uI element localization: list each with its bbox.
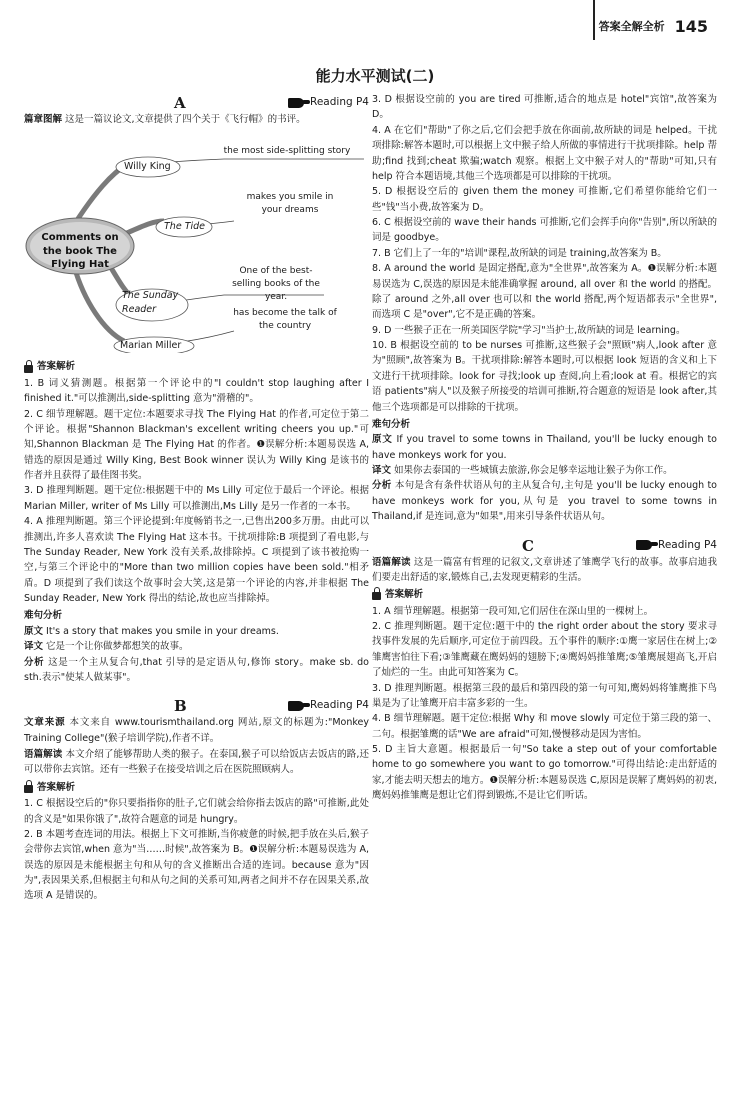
mindmap-comment: the most side-splitting story xyxy=(223,146,351,157)
answer-item: 4. A 在它们"帮助"了你之后,它们会把手放在你面前,故所缺的词是 helped。干扰项排除:解答本题时,可以根据上文中猴子给人所做的事情进行干扰项排除。help 帮助;find 找到;cheat 欺骗;watch 观察。根据上文中猴子对人的"帮助"可知,只有 help 符合本题语境,其他三个选项都是可以排除的干扰项。 xyxy=(372,124,717,182)
mindmap-node: Marian Miller xyxy=(120,340,182,352)
overview-text: 这是一篇议论文,文章提供了四个关于《飞行帽》的书评。 xyxy=(65,114,306,125)
text: 本句是含有条件状语从句的主从复合句,主句是 you'll be lucky enough to have monkeys work for you,从句是 you travel to some towns in Thailand,if 是连词,意为"如果",用来引导条件状语从句。 xyxy=(372,480,717,523)
answer-item: 4. B 细节理解题。题干定位:根据 Why 和 move slowly 可定位于第三段的第一、二句。根据雏鹰的话"We are afraid"可知,慢慢移动是因为害怕。 xyxy=(372,713,717,740)
hard-translation xyxy=(24,639,369,654)
hard-original xyxy=(372,432,717,463)
text: If you travel to some towns in Thailand, you'll be lucky enough to have monkeys work for you. xyxy=(372,434,717,461)
answer-item: 1. A 细节理解题。根据第一段可知,它们居住在深山里的一棵树上。 xyxy=(372,605,654,617)
intro-label: 语篇解读 xyxy=(372,556,411,568)
answer-item: 10. B 根据设空前的 to be nurses 可推断,这些猴子会"照顾"病人,look after 意为"照顾",故答案为 B。干扰项排除:解答本题时,可以根据 look 短语的含义和上下文进行干扰项排除。look for 寻找;look up 查阅,向上看;look at 看。根据它的宾语 patients"病人"以及猴子所接受的培训可推断,符合题意的短语是 look after,其他三个选项都是可以排除的干扰项。 xyxy=(372,340,717,413)
section-b-header xyxy=(24,695,369,716)
mindmap-comment: makes you smile in your dreams xyxy=(246,192,334,216)
label: 原文 xyxy=(372,434,393,446)
page-number: 145 xyxy=(674,17,708,36)
answers-heading-text: 答案解析 xyxy=(37,781,76,793)
pointing-hand-icon xyxy=(288,701,304,711)
mindmap-comment: has become the talk of the country xyxy=(233,308,337,332)
answer-item: 2. B 本题考查连词的用法。根据上下文可推断,当你疲惫的时候,把手放在头后,猴子会带你去宾馆,when 意为"当……时候",故答案为 B。❶误解分析:本题易误选为 A,误选的原因是未能根据主句和从句的含义推断出合适的连词。because 意为"因为",表因果关系,但根据主句和从句之间的关系可知,两者之间并不存在因果关系,故选项 A 是错误的。 xyxy=(24,828,369,902)
text: It's a story that makes you smile in your dreams. xyxy=(46,625,279,637)
answer-item: 5. D 根据设空后的 given them the money 可推断,它们希望你能给它们一些"钱"当小费,故答案为 D。 xyxy=(372,186,717,213)
lock-icon xyxy=(24,365,33,373)
section-letter: B xyxy=(174,694,187,718)
section-reference xyxy=(288,94,369,111)
label: 原文 xyxy=(24,625,44,637)
answer-item: 2. C 细节理解题。题干定位:本题要求寻找 The Flying Hat 的作者,可定位于第二个评论。根据"Shannon Blackman's excellent writing cheers you up."可知,Shannon Blackman 是 The Flying Hat 的作者。❶误解分析:本题易误选 A,错选的原因是通过 Willy King, Best Book winner 误认为 Willy King 是该书的作者并且获得了最佳图书奖。 xyxy=(24,408,369,481)
section-reference xyxy=(636,537,717,554)
answer-item: 3. D 推理判断题。题干定位:根据题干中的 Ms Lilly 可定位于最后一个评论。根据 Marian Miller, writer of Ms Lilly 可以推测出,Ms Lilly 是另一作者的一本书。 xyxy=(24,485,369,512)
intro-text: 本文介绍了能够帮助人类的猴子。在泰国,猴子可以给饭店去饭店的路,还可以带你去宾馆。还有一些猴子在接受培训之后在医院照顾病人。 xyxy=(24,749,369,776)
answer-item: 8. A around the world 是固定搭配,意为"全世界",故答案为 A。❶误解分析:本题易误选为 C,误选的原因是未能准确掌握 around, all over 和 the world 的搭配。除了 around 之外,all over 也可以和 the world 搭配,两个短语都表示"全世界",而选项 C 是"over",它不是正确的答案。 xyxy=(372,263,717,321)
source-text: 本文来自 www.tourismthailand.org 网站,原文的标题为:"Monkey Training College"(猴子培训学院),作者不详。 xyxy=(24,717,369,744)
running-head-label: 答案全解全析 xyxy=(598,20,665,34)
section-a-header xyxy=(24,92,369,110)
page-title: 能力水平测试(二) xyxy=(315,67,435,85)
intro xyxy=(372,555,717,586)
source-label: 文章来源 xyxy=(24,717,66,729)
answers-heading xyxy=(24,359,369,374)
mindmap-center: Comments on the book The Flying Hat xyxy=(41,232,119,271)
reference-text: Reading P4 xyxy=(310,699,369,712)
hard-translation xyxy=(372,463,717,478)
hard-sentence-heading: 难句分析 xyxy=(372,418,411,430)
answer-item: 1. C 根据设空后的"你只要指指你的肚子,它们就会给你指去饭店的路"可推断,此处的含义是"如果你饿了",故符合题意的词是 hungry。 xyxy=(24,798,369,825)
answers-heading-text: 答案解析 xyxy=(37,361,76,373)
answer-item: 5. D 主旨大意题。根据最后一句"So take a step out of your comfortable home to go somewhere you want to go tomorrow."可得出结论:走出舒适的家,才能去明天想去的地方。❶误解分析:本题易误选 C,原因是误解了鹰妈妈的初衷,鹰妈妈推雏鹰是想让它们得到锻炼,不是让它们听话。 xyxy=(372,744,717,802)
text: 它是一个让你做梦都想笑的故事。 xyxy=(46,641,189,653)
lock-icon xyxy=(372,592,381,600)
left-column xyxy=(24,92,369,904)
reference-text: Reading P4 xyxy=(310,96,369,108)
hard-sentence-heading: 难句分析 xyxy=(24,610,63,622)
answer-item: 3. D 推理判断题。根据第三段的最后和第四段的第一句可知,鹰妈妈将雏鹰推下鸟巢是为了让雏鹰开启丰富多彩的一生。 xyxy=(372,682,717,709)
intro-text: 这是一篇富有哲理的记叙文,文章讲述了雏鹰学飞行的故事。故事启迪我们要走出舒适的家,锻炼自己,去发现更精彩的生活。 xyxy=(372,556,717,583)
intro-label: 语篇解读 xyxy=(24,749,63,760)
answer-item: 9. D 一些猴子正在一所美国医学院"学习"当护士,故所缺的词是 learning。 xyxy=(372,324,686,336)
pointing-hand-icon xyxy=(636,540,652,550)
text: 这是一个主从复合句,that 引导的是定语从句,修饰 story。make sb. do sth.表示"使某人做某事"。 xyxy=(24,656,369,683)
running-head xyxy=(599,14,708,40)
source xyxy=(24,715,369,746)
overview xyxy=(24,112,369,127)
mindmap-comment: One of the best-selling books of the year. xyxy=(232,266,320,303)
right-column xyxy=(372,92,717,804)
answer-item: 6. C 根据设空前的 wave their hands 可推断,它们会挥手向你"告别",所以所缺的词是 goodbye。 xyxy=(372,217,717,244)
label: 分析 xyxy=(372,480,392,492)
answer-item: 4. A 推理判断题。第三个评论提到:年度畅销书之一,已售出200多万册。由此可以推测出,许多人喜欢读 The Flying Hat 这本书。干扰项排除:B 项提到了看电影,与 The Sunday Reader, New York 没有关系,故排除掉。C 项提到了该书被抢购一空,与第三个评论中的"More than two million copies have been sold."相矛盾。D 项提到了我们读这个故事时会大笑,这是第一个评论的内容,并非根据 The Sunday Reader, New York 得出的结论,故也应当排除掉。 xyxy=(24,516,369,604)
overview-label: 篇章图解 xyxy=(24,114,63,125)
text: 如果你去泰国的一些城镇去旅游,你会足够幸运地让猴子为你工作。 xyxy=(394,465,673,476)
section-c-header xyxy=(372,535,717,553)
intro xyxy=(24,747,369,778)
answer-item: 3. D 根据设空前的 you are tired 可推断,适合的地点是 hotel"宾馆",故答案为 D。 xyxy=(372,94,717,121)
section-reference xyxy=(288,697,369,714)
section-letter: C xyxy=(522,534,534,558)
label: 译文 xyxy=(372,465,392,476)
mindmap-node: The Tide xyxy=(164,221,206,233)
answer-item: 2. C 推理判断题。题干定位:题干中的 the right order about the story 要求寻找事件发展的先后顺序,可定位于前四段。五个事件的顺序:①鹰一家居住在树上;②雏鹰害怕往下看;③雏鹰藏在鹰妈妈的翅膀下;④鹰妈妈推雏鹰;⑤雏鹰展翅高飞,开启了灿烂的一生。由此可知答案为 C。 xyxy=(372,621,717,679)
label: 分析 xyxy=(24,656,45,668)
answer-item: 7. B 它们上了一年的"培训"课程,故所缺的词是 training,故答案为 B。 xyxy=(372,247,667,259)
pointing-hand-icon xyxy=(288,98,304,108)
answers-heading xyxy=(24,780,369,795)
hard-analysis xyxy=(372,478,717,524)
hard-analysis xyxy=(24,655,369,686)
lock-icon xyxy=(24,785,33,793)
hard-original xyxy=(24,624,369,639)
answers-heading xyxy=(372,587,717,602)
reference-text: Reading P4 xyxy=(658,538,717,551)
mindmap-node: Willy King xyxy=(124,161,171,173)
answers-heading-text: 答案解析 xyxy=(385,589,424,601)
mindmap xyxy=(24,131,369,353)
answer-item: 1. B 词义猜测题。根据第一个评论中的"I couldn't stop laughing after I finished it."可以推测出,side-splitting 意为"滑稽的"。 xyxy=(24,377,369,405)
section-letter: A xyxy=(174,91,186,115)
mindmap-node: The Sunday Reader xyxy=(122,290,179,315)
label: 译文 xyxy=(24,641,44,653)
running-head-divider xyxy=(593,0,595,40)
